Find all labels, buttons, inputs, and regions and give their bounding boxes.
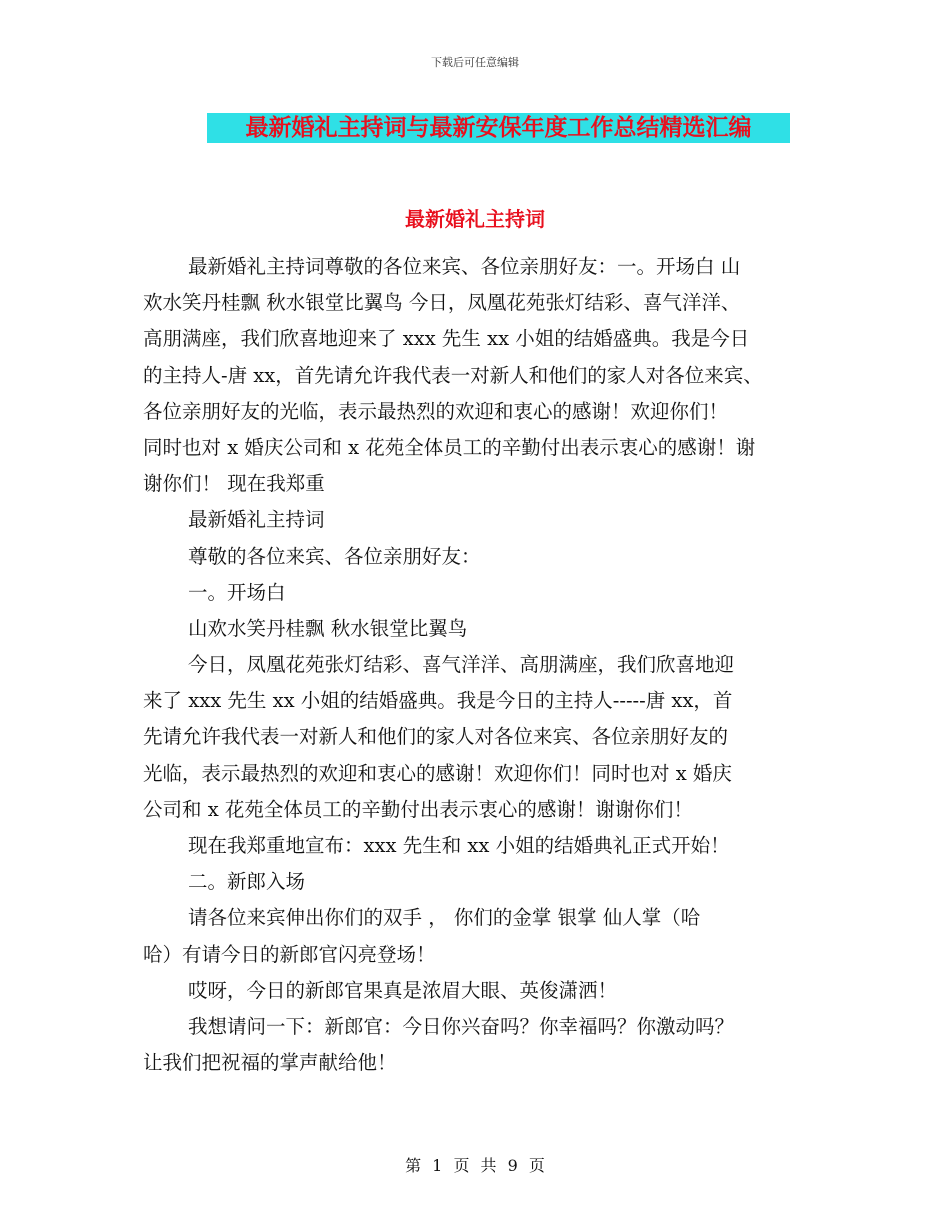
section-title: 最新婚礼主持词 — [405, 207, 545, 231]
paragraph-line: 谢你们！ 现在我郑重 — [143, 472, 325, 496]
paragraph-line: 哈）有请今日的新郎官闪亮登场！ — [143, 942, 436, 966]
paragraph-line: 最新婚礼主持词 — [188, 508, 325, 532]
paragraph-line: 来了 xxx 先生 xx 小姐的结婚盛典。我是今日的主持人-----唐 xx，首 — [143, 689, 733, 713]
paragraph-line: 各位亲朋好友的光临，表示最热烈的欢迎和衷心的感谢！欢迎你们！ — [143, 399, 729, 423]
page-footer: 第 1 页 共 9 页 — [405, 1156, 545, 1175]
paragraph-line: 我想请问一下：新郎官：今日你兴奋吗？你幸福吗？你激动吗？ — [188, 1014, 735, 1038]
paragraph-line: 最新婚礼主持词尊敬的各位来宾、各位亲朋好友：一。开场白 山 — [188, 255, 741, 278]
paragraph-line: 哎呀，今日的新郎官果真是浓眉大眼、英俊潇洒！ — [188, 978, 618, 1002]
paragraph-line: 同时也对 x 婚庆公司和 x 花苑全体员工的辛勤付出表示衷心的感谢！谢 — [143, 435, 756, 459]
paragraph-line: 光临，表示最热烈的欢迎和衷心的感谢！欢迎你们！同时也对 x 婚庆 — [143, 761, 732, 785]
paragraph-line: 山欢水笑丹桂飘 秋水银堂比翼鸟 — [188, 616, 468, 640]
paragraph-line: 的主持人-唐 xx，首先请允许我代表一对新人和他们的家人对各位来宾、 — [143, 363, 763, 387]
document-title: 最新婚礼主持词与最新安保年度工作总结精选汇编 — [207, 113, 790, 143]
paragraph-line: 请各位来宾伸出你们的双手 ， 你们的金掌 银掌 仙人掌（哈 — [188, 906, 701, 930]
paragraph-line: 让我们把祝福的掌声献给他！ — [143, 1051, 397, 1075]
paragraph-line: 公司和 x 花苑全体员工的辛勤付出表示衷心的感谢！谢谢你们！ — [143, 797, 693, 821]
paragraph-line: 欢水笑丹桂飘 秋水银堂比翼鸟 今日，凤凰花苑张灯结彩、喜气洋洋、 — [143, 291, 741, 315]
paragraph-line: 现在我郑重地宣布：xxx 先生和 xx 小姐的结婚典礼正式开始！ — [188, 834, 730, 857]
paragraph-line: 一。开场白 — [188, 580, 286, 604]
paragraph-line: 今日，凤凰花苑张灯结彩、喜气洋洋、高朋满座，我们欣喜地迎 — [188, 653, 735, 677]
paragraph-line: 二。新郎入场 — [188, 870, 306, 894]
paragraph-line: 高朋满座，我们欣喜地迎来了 xxx 先生 xx 小姐的结婚盛典。我是今日 — [143, 327, 750, 351]
paragraph-line: 先请允许我代表一对新人和他们的家人对各位来宾、各位亲朋好友的 — [143, 725, 729, 749]
body-text — [143, 249, 823, 1081]
header-note: 下载后可任意编辑 — [431, 56, 519, 69]
paragraph-line: 尊敬的各位来宾、各位亲朋好友： — [188, 544, 481, 568]
